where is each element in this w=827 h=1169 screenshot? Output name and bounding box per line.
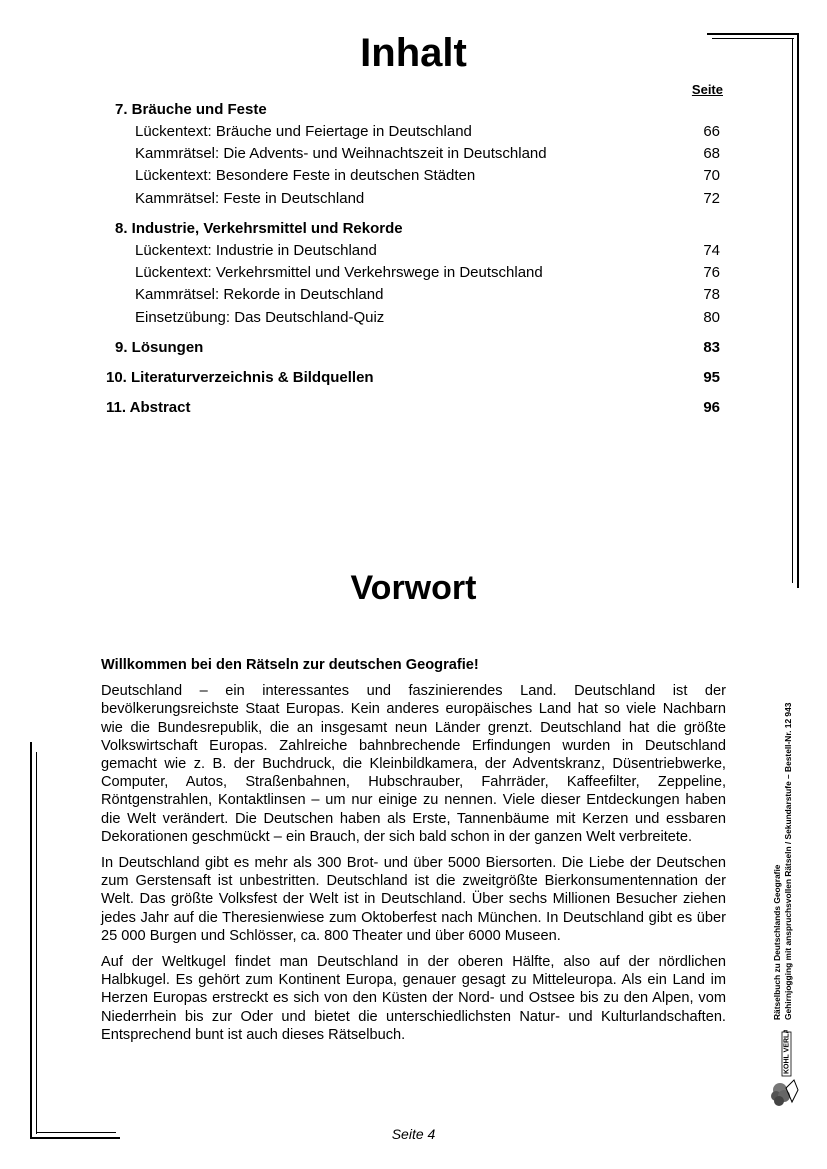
toc-section-label: 7. Bräuche und Feste [115,101,267,118]
toc-section-label: 8. Industrie, Verkehrsmittel und Rekorde [115,220,403,237]
sidebar-line-2: Gehirnjogging mit anspruchsvollen Rätseln / Sekundarstufe – Bestell-Nr. 12 943 [783,702,793,1020]
toc-section-9 [0,337,827,359]
page-number: Seite 4 [391,1126,436,1142]
toc-item-label: Lückentext: Bräuche und Feiertage in Deutschland [135,123,472,140]
toc-item-label: Kammrätsel: Die Advents- und Weihnachtszeit in Deutschland [135,145,547,162]
toc-item-label: Kammrätsel: Feste in Deutschland [135,190,365,207]
foreword-paragraph: Deutschland – ein interessantes und faszinierendes Land. Deutschland ist der bevölkerungsreichste Staat Europas. Kein anderes europäisches Land hat so viele Nachbarn wie die Bundesrepublik, die an insgesamt neun Länder grenzt. Deutschland hat die größte Volkswirtschaft Europas. Zahlreiche bahnbrechende Erfindungen wurden in Deutschland gemacht wie z. B. der Buchdruck, die Kleinbildkamera, der Adventskranz, Düsentriebwerke, Computer, Autos, Straßenbahnen, Hubschrauber, Fahrräder, Kaffeefilter, Zeppeline, Röntgenstrahlen, Kontaktlinsen – um nur einige zu nennen. Viele dieser Entdeckungen haben die Welt verändert. Die Deutschen haben als Erste, Tannenbäume mit Kerzen und essbaren Dekorationen geschmückt – ein Brauch, der sich bald schon in der ganzen Welt verbreitete. [101,683,726,845]
toc-item-page: 78 [703,286,720,303]
toc-section-page: 95 [703,369,720,386]
toc-item [0,188,827,210]
toc-item [0,262,827,284]
foreword-paragraph: In Deutschland gibt es mehr als 300 Brot- und über 5000 Biersorten. Die Liebe der Deutschen zum Gerstensaft ist unbestritten. Deutschland ist die zweitgrößte Bierkonsumentennation der Welt. Das größte Volksfest der Welt ist in Deutschland. Über sechs Millionen Besucher ziehen jedes Jahr auf die Theresienwiese zum Oktoberfest nach München. In Deutschland gibt es über 25 000 Burgen und Schlösser, ca. 800 Theater und über 6000 Museen. [101,855,726,944]
toc-section-7 [0,99,827,121]
toc-section-11 [0,397,827,419]
foreword-intro: Willkommen bei den Rätseln zur deutschen Geografie! [101,657,479,673]
page-column-header: Seite [691,82,723,97]
toc-item-page: 66 [703,123,720,140]
toc-item-page: 76 [703,264,720,281]
foreword-body [101,656,726,1052]
tree-logo-icon [768,1030,808,1110]
foreword-paragraph: Auf der Weltkugel findet man Deutschland in der oberen Hälfte, also auf der nördlichen Halbkugel. Es gehört zum Kontinent Europa, genauer gesagt zu Mitteleuropa. Als ein Land im Herzen Europas erstreckt es sich von den Küsten der Nord- und Ostsee bis zu den Alpen, vom Niederrhein bis zur Oder und bietet die unterschiedlichsten Natur- und Kulturlandschaften. Entsprechend bunt ist auch dieses Rätselbuch. [101,954,726,1043]
toc-item [0,284,827,306]
logo-text: KOHL VERLAG [783,1030,791,1074]
toc-item-page: 68 [703,145,720,162]
toc-item-page: 80 [703,309,720,326]
toc-item-label: Einsetzübung: Das Deutschland-Quiz [135,309,385,326]
toc-item-label: Lückentext: Besondere Feste in deutschen Städten [135,167,476,184]
toc-item-label: Kammrätsel: Rekorde in Deutschland [135,286,384,303]
toc-section-page: 96 [703,399,720,416]
publisher-logo [768,1030,808,1110]
foreword-title: Vorwort [350,569,477,607]
toc-item [0,240,827,262]
toc-item [0,143,827,165]
toc-section-page: 83 [703,339,720,356]
sidebar-line-1: Rätselbuch zu Deutschlands Geografie [772,864,782,1020]
toc-item [0,307,827,329]
toc-section-label: 9. Lösungen [115,339,204,356]
toc-section-8 [0,218,827,240]
toc-item-page: 74 [703,242,720,259]
toc-section-label: 10. Literaturverzeichnis & Bildquellen [106,369,374,386]
toc-item-page: 72 [703,190,720,207]
toc-title: Inhalt [360,31,467,75]
toc-item [0,121,827,143]
toc-section-10 [0,367,827,389]
frame-line-bottom-left-vertical [30,742,32,1139]
toc-item-label: Lückentext: Verkehrsmittel und Verkehrswege in Deutschland [135,264,543,281]
toc-item [0,165,827,187]
sidebar-vertical-text [772,703,794,1020]
toc-item-label: Lückentext: Industrie in Deutschland [135,242,377,259]
frame-line-bottom-left-vertical-inner [36,752,37,1134]
toc-section-label: 11. Abstract [106,399,191,416]
toc-item-page: 70 [703,167,720,184]
